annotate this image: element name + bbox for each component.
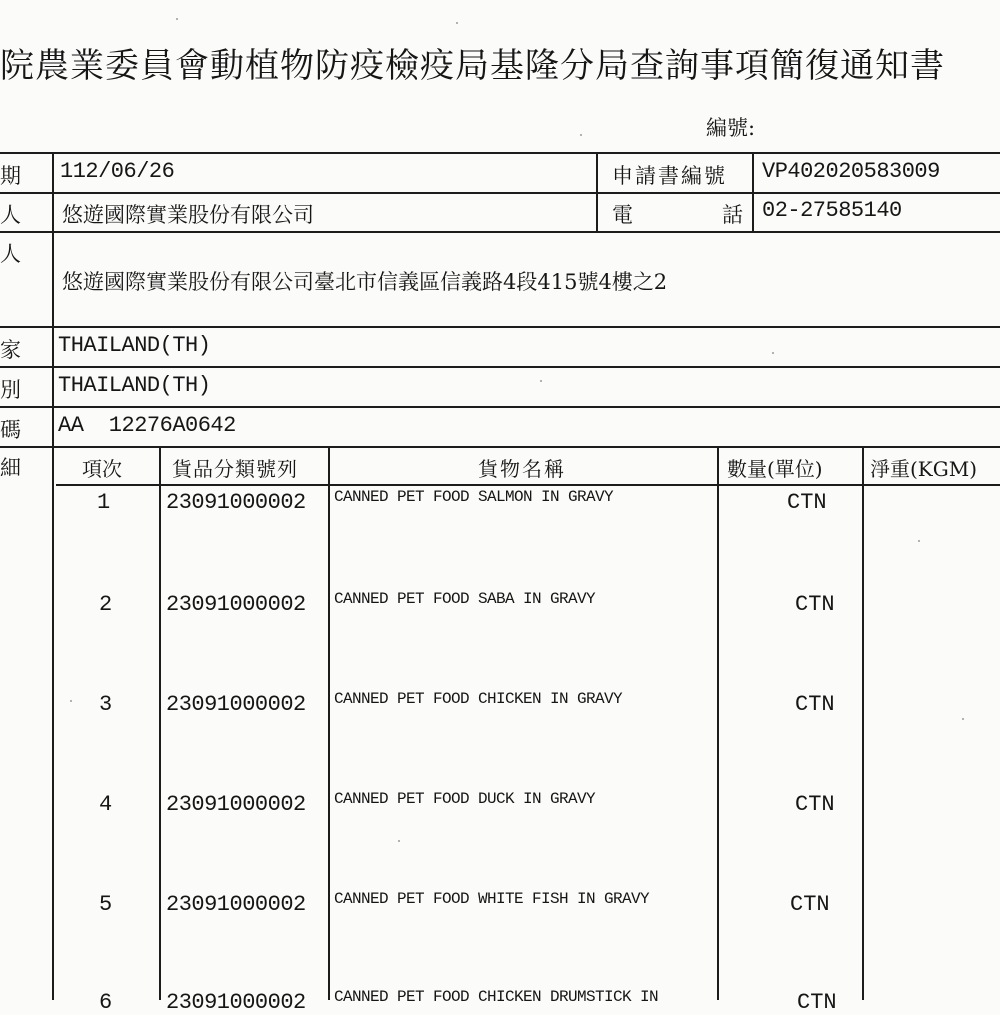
rule-4 (0, 366, 1000, 368)
header-goods-name: 貨物名稱 (478, 457, 566, 481)
row-goods-name: CANNED PET FOOD CHICKEN IN GRAVY (334, 690, 623, 708)
rule-1 (0, 192, 1000, 194)
row-unit: CTN (790, 892, 830, 917)
scan-speck (456, 22, 458, 24)
code-value: AA 12276A0642 (58, 413, 236, 438)
row-item-number: 2 (99, 592, 113, 617)
phone-label-left: 電 (612, 203, 633, 227)
scan-speck (580, 134, 582, 136)
phone-value: 02-27585140 (762, 198, 902, 223)
row-item-number: 3 (99, 692, 113, 717)
rule-col-qty (862, 446, 864, 1000)
scan-speck (70, 700, 72, 702)
row-item-number: 1 (97, 490, 111, 515)
address-value: 悠遊國際實業股份有限公司臺北市信義區信義路4段415號4樓之2 (62, 270, 668, 294)
applicant-label: 人 (0, 203, 21, 227)
scan-speck (918, 540, 920, 542)
address-label: 人 (0, 242, 21, 266)
header-hs-code: 貨品分類號列 (172, 457, 298, 481)
phone-label-right: 話 (722, 203, 743, 227)
row-unit: CTN (795, 692, 835, 717)
shipping-country-label: 別 (0, 378, 21, 402)
application-number-value: VP402020583009 (762, 159, 940, 184)
row-unit: CTN (797, 990, 837, 1015)
rule-col-item (159, 446, 161, 1000)
scan-speck (772, 352, 774, 354)
row-goods-name: CANNED PET FOOD WHITE FISH IN GRAVY (334, 890, 650, 908)
scan-speck (176, 18, 178, 20)
rule-2 (0, 231, 1000, 233)
row-unit: CTN (795, 792, 835, 817)
row-unit: CTN (795, 592, 835, 617)
row-item-number: 6 (99, 990, 113, 1015)
rule-3 (0, 326, 1000, 328)
detail-label: 細 (0, 456, 21, 480)
date-label: 期 (0, 164, 21, 188)
rule-mid-1 (596, 152, 598, 232)
scan-speck (540, 380, 542, 382)
rule-label-column (52, 152, 54, 1000)
serial-number-label: 編號: (706, 116, 756, 140)
shipping-country-value: THAILAND(TH) (58, 373, 211, 398)
header-net-weight: 淨重(KGM) (870, 457, 978, 481)
row-hs-code: 23091000002 (166, 990, 306, 1015)
rule-table-header (56, 484, 1000, 486)
origin-country-label: 家 (0, 338, 21, 362)
row-goods-name: CANNED PET FOOD DUCK IN GRAVY (334, 790, 596, 808)
row-item-number: 5 (99, 892, 113, 917)
row-hs-code: 23091000002 (166, 592, 306, 617)
header-quantity-unit: 數量(單位) (727, 457, 823, 481)
document-title: 院農業委員會動植物防疫檢疫局基隆分局查詢事項簡復通知書 (0, 46, 945, 86)
header-item: 項次 (82, 457, 122, 481)
row-hs-code: 23091000002 (166, 490, 306, 515)
row-hs-code: 23091000002 (166, 892, 306, 917)
row-hs-code: 23091000002 (166, 692, 306, 717)
application-number-label: 申請書編號 (612, 164, 727, 188)
applicant-value: 悠遊國際實業股份有限公司 (62, 203, 314, 227)
rule-col-goods (717, 446, 719, 1000)
code-label: 碼 (0, 418, 21, 442)
origin-country-value: THAILAND(TH) (58, 333, 211, 358)
scan-speck (962, 718, 964, 720)
rule-6 (0, 446, 1000, 448)
rule-top (0, 152, 1000, 154)
rule-col-hs (328, 446, 330, 1000)
row-goods-name: CANNED PET FOOD CHICKEN DRUMSTICK IN (334, 988, 659, 1006)
rule-5 (0, 406, 1000, 408)
row-goods-name: CANNED PET FOOD SALMON IN GRAVY (334, 488, 614, 506)
date-value: 112/06/26 (60, 159, 175, 184)
row-hs-code: 23091000002 (166, 792, 306, 817)
rule-mid-2 (752, 152, 754, 232)
row-goods-name: CANNED PET FOOD SABA IN GRAVY (334, 590, 596, 608)
scan-speck (398, 840, 400, 842)
row-item-number: 4 (99, 792, 113, 817)
row-unit: CTN (787, 490, 827, 515)
